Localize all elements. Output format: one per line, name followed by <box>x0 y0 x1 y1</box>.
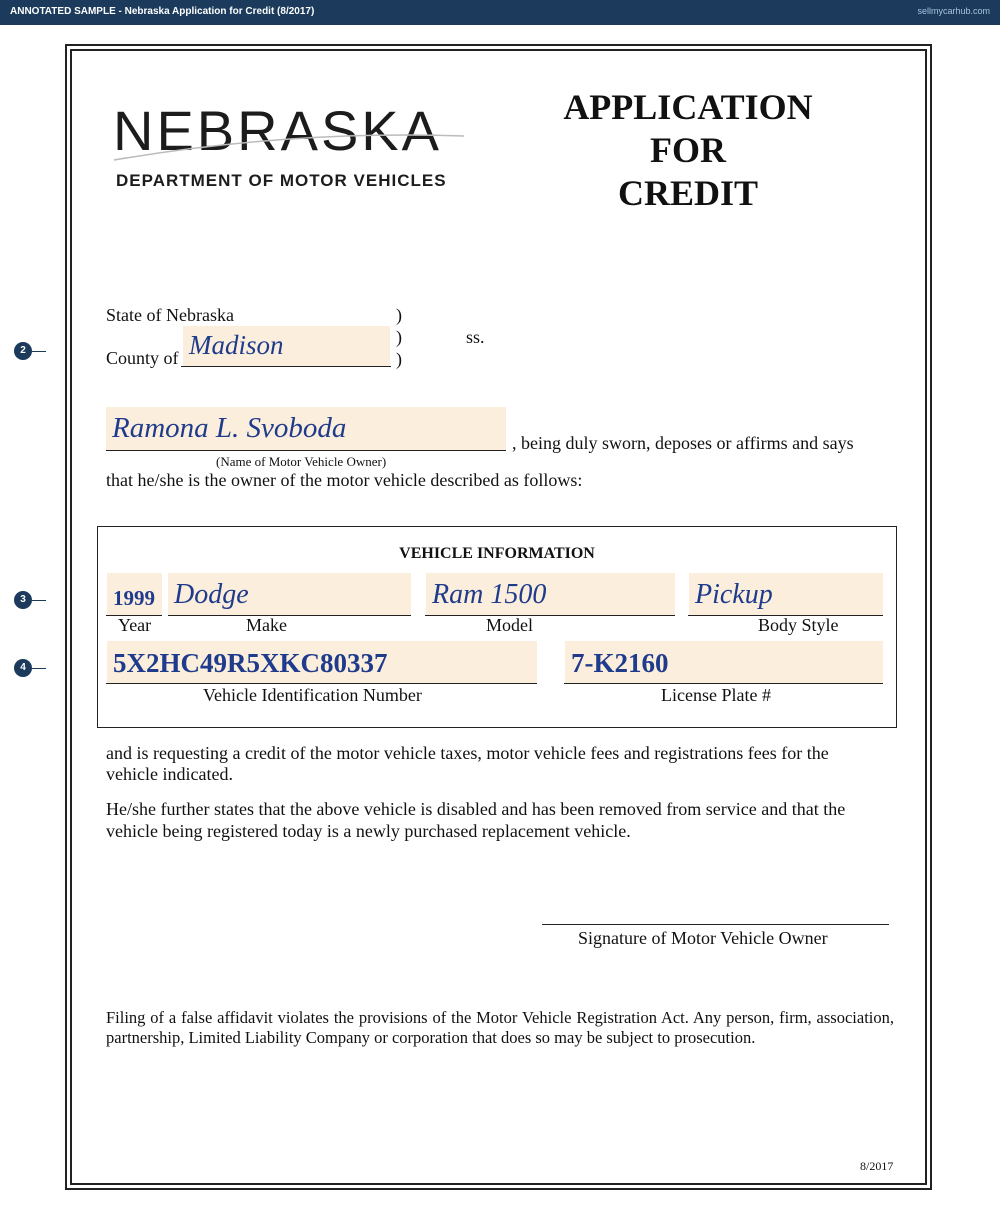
false-affidavit-warning: Filing of a false affidavit violates the provisions of the Motor Vehicle Registration Act. Any person, firm, association, partnership, Limited Liability Company or corporation that does so may be subject to prosecution. <box>106 1008 894 1047</box>
vin-label: Vehicle Identification Number <box>203 685 422 705</box>
make-field[interactable]: Dodge <box>174 579 249 610</box>
make-underline <box>168 615 411 616</box>
vin-field[interactable]: 5X2HC49R5XKC80337 <box>113 648 388 678</box>
logo-swoosh-icon <box>112 128 467 164</box>
venue-paren: ) <box>396 305 402 325</box>
county-label: County of <box>106 348 179 368</box>
annotation-leader-line <box>32 351 46 352</box>
body-style-label: Body Style <box>758 615 839 635</box>
annotation-leader-line <box>32 600 46 601</box>
annotation-leader-line <box>32 668 46 669</box>
top-banner <box>0 0 1000 25</box>
signature-label: Signature of Motor Vehicle Owner <box>578 928 828 948</box>
year-field[interactable]: 1999 <box>113 586 155 610</box>
owner-statement: that he/she is the owner of the motor vehicle described as follows: <box>106 470 583 490</box>
title-line: CREDIT <box>617 173 759 213</box>
banner-site-link[interactable]: sellmycarhub.com <box>917 6 990 16</box>
model-field[interactable]: Ram 1500 <box>432 579 547 610</box>
title-line: FOR <box>650 130 726 170</box>
disabled-paragraph-line: He/she further states that the above vehicle is disabled and has been removed from service and that the <box>106 799 846 819</box>
make-label: Make <box>246 615 287 635</box>
plate-field[interactable]: 7-K2160 <box>571 648 669 678</box>
title-line: APPLICATION <box>563 87 813 127</box>
body-style-field[interactable]: Pickup <box>695 579 773 610</box>
form-revision-date: 8/2017 <box>860 1159 894 1173</box>
owner-name-field[interactable]: Ramona L. Svoboda <box>112 412 347 444</box>
venue-paren: ) <box>396 349 402 369</box>
owner-sworn-text: , being duly sworn, deposes or affirms and says <box>512 433 854 453</box>
year-label: Year <box>118 615 152 635</box>
plate-underline <box>564 683 883 684</box>
signature-line[interactable] <box>542 924 889 925</box>
request-paragraph-line: and is requesting a credit of the motor vehicle taxes, motor vehicle fees and registrations fees for the <box>106 743 829 763</box>
vin-underline <box>106 683 537 684</box>
county-field[interactable]: Madison <box>189 330 284 360</box>
vehicle-info-heading: VEHICLE INFORMATION <box>399 545 595 562</box>
logo-subtitle: DEPARTMENT OF MOTOR VEHICLES <box>116 171 447 190</box>
ss-label: ss. <box>466 327 485 347</box>
request-paragraph-line: vehicle indicated. <box>106 764 233 784</box>
annotation-marker: 3 <box>14 591 32 609</box>
owner-caption: (Name of Motor Vehicle Owner) <box>216 454 387 469</box>
document-title <box>538 86 838 215</box>
disabled-paragraph-line: vehicle being registered today is a newly purchased replacement vehicle. <box>106 821 631 841</box>
state-label: State of Nebraska <box>106 305 234 325</box>
annotation-marker: 4 <box>14 659 32 677</box>
model-underline <box>425 615 675 616</box>
plate-label: License Plate # <box>661 685 771 705</box>
venue-paren: ) <box>396 327 402 347</box>
annotation-marker: 2 <box>14 342 32 360</box>
model-label: Model <box>486 615 533 635</box>
banner-title: ANNOTATED SAMPLE - Nebraska Application for Credit (8/2017) <box>10 6 315 17</box>
owner-underline <box>106 450 506 451</box>
county-underline <box>181 366 391 367</box>
logo-wordmark: NEBRASKA <box>113 99 442 162</box>
